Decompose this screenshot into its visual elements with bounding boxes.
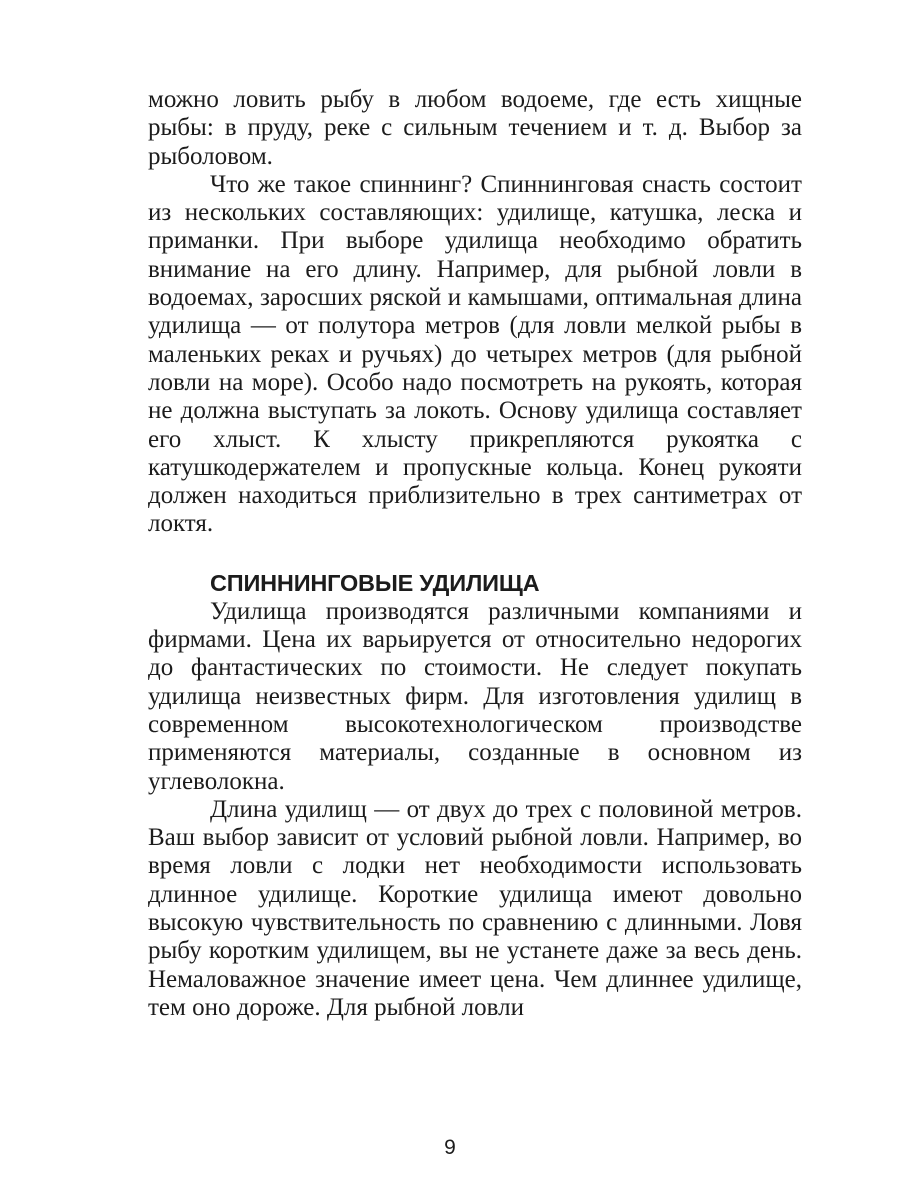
paragraph-continuation: можно ловить рыбу в любом водоеме, где есть хищные рыбы: в пруду, реке с сильным течением и т. д. Выбор за рыболовом. (148, 86, 802, 170)
page-body (148, 86, 802, 1022)
paragraph-rod-manufacturers: Удилища производятся различными компаниями и фирмами. Цена их варьируется от относительно недорогих до фантастических по стоимости. Не следует покупать удилища неизвестных фирм. Для изготовления удилищ в современном высокотехнологическом производстве применяются материалы, созданные в основном из углеволокна. (148, 597, 802, 795)
paragraph-rod-length: Длина удилищ — от двух до трех с половиной метров. Ваш выбор зависит от условий рыбной ловли. Например, во время ловли с лодки нет необходимости использовать длинное удилище. Короткие удилища имеют довольно высокую чувствительность по сравнению с длинными. Ловя рыбу коротким удилищем, вы не устанете даже за весь день. Немаловажное значение имеет цена. Чем длиннее удилище, тем оно дороже. Для рыбной ловли (148, 795, 802, 1021)
page-number: 9 (444, 1136, 456, 1159)
section-heading: СПИННИНГОВЫЕ УДИЛИЩА (210, 569, 540, 596)
paragraph-spinning-definition: Что же такое спиннинг? Спиннинговая снасть состоит из нескольких составляющих: удилище, катушка, леска и приманки. При выборе удилища необходимо обратить внимание на его длину. Например, для рыбной ловли в водоемах, заросших ряской и камышами, оптимальная длина удилища — от полутора метров (для ловли мелкой рыбы в маленьких реках и ручьях) до четырех метров (для рыбной ловли на море). Особо надо посмотреть на рукоять, которая не должна выступать за локоть. Основу удилища составляет его хлыст. К хлысту прикрепляются рукоятка с катушкодержателем и пропускные кольца. Конец рукояти должен находиться приблизительно в трех сантиметрах от локтя. (148, 170, 802, 538)
